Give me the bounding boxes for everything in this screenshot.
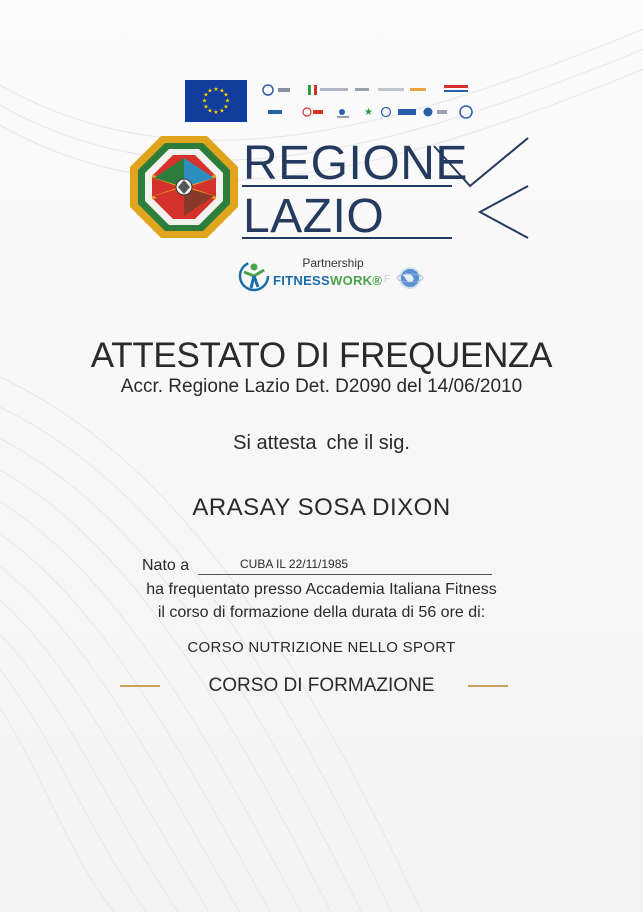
course-name: CORSO NUTRIZIONE NELLO SPORT xyxy=(187,639,456,656)
partner-name xyxy=(273,273,382,288)
fitnesswork-logo-icon xyxy=(236,258,272,294)
svg-text:F: F xyxy=(384,274,391,285)
course-duration-line: il corso di formazione della durata di 56 ore di: xyxy=(157,604,486,621)
svg-text:★: ★ xyxy=(219,87,225,95)
course-type: CORSO DI FORMAZIONE xyxy=(208,675,435,696)
recipient-name: ARASAY SOSA DIXON xyxy=(192,494,451,521)
svg-text:★: ★ xyxy=(213,86,219,93)
attests-that-prefix: Si attesta xyxy=(233,432,317,454)
globe-logo-icon xyxy=(384,264,428,292)
svg-text:★: ★ xyxy=(213,109,219,116)
svg-text:★: ★ xyxy=(223,91,229,99)
gold-divider-right xyxy=(468,685,508,687)
accreditation-line: Accr. Regione Lazio Det. D2090 del 14/06/2010 xyxy=(120,376,523,397)
partner-logos-strip xyxy=(260,82,480,122)
svg-text:★: ★ xyxy=(219,107,225,115)
partnership-label: Partnership xyxy=(302,256,364,270)
svg-text:★: ★ xyxy=(201,97,208,105)
partner-name-main: FITNESS xyxy=(273,273,330,288)
svg-text:★: ★ xyxy=(364,107,373,118)
certificate-title: ATTESTATO DI FREQUENZA xyxy=(90,336,553,375)
region-logo-lines xyxy=(240,134,540,246)
svg-text:★: ★ xyxy=(223,103,229,111)
born-underline xyxy=(198,574,492,575)
eu-flag-icon xyxy=(185,80,247,122)
svg-text:★: ★ xyxy=(207,87,213,95)
region-name-line1: REGIONE xyxy=(243,137,468,190)
born-label: Nato a xyxy=(142,557,190,574)
partner-name-accent: WORK® xyxy=(330,273,383,288)
svg-text:★: ★ xyxy=(224,97,231,105)
attests-that-line xyxy=(0,432,643,455)
svg-text:★: ★ xyxy=(207,107,213,115)
attests-that-suffix: che il sig. xyxy=(326,432,410,454)
attended-line: ha frequentato presso Accademia Italiana Fitness xyxy=(146,581,497,598)
regione-lazio-emblem-icon xyxy=(128,134,240,240)
svg-text:★: ★ xyxy=(203,103,209,111)
svg-text:★: ★ xyxy=(203,91,209,99)
born-value: CUBA IL 22/11/1985 xyxy=(240,557,349,571)
region-name-line2: LAZIO xyxy=(243,190,385,243)
